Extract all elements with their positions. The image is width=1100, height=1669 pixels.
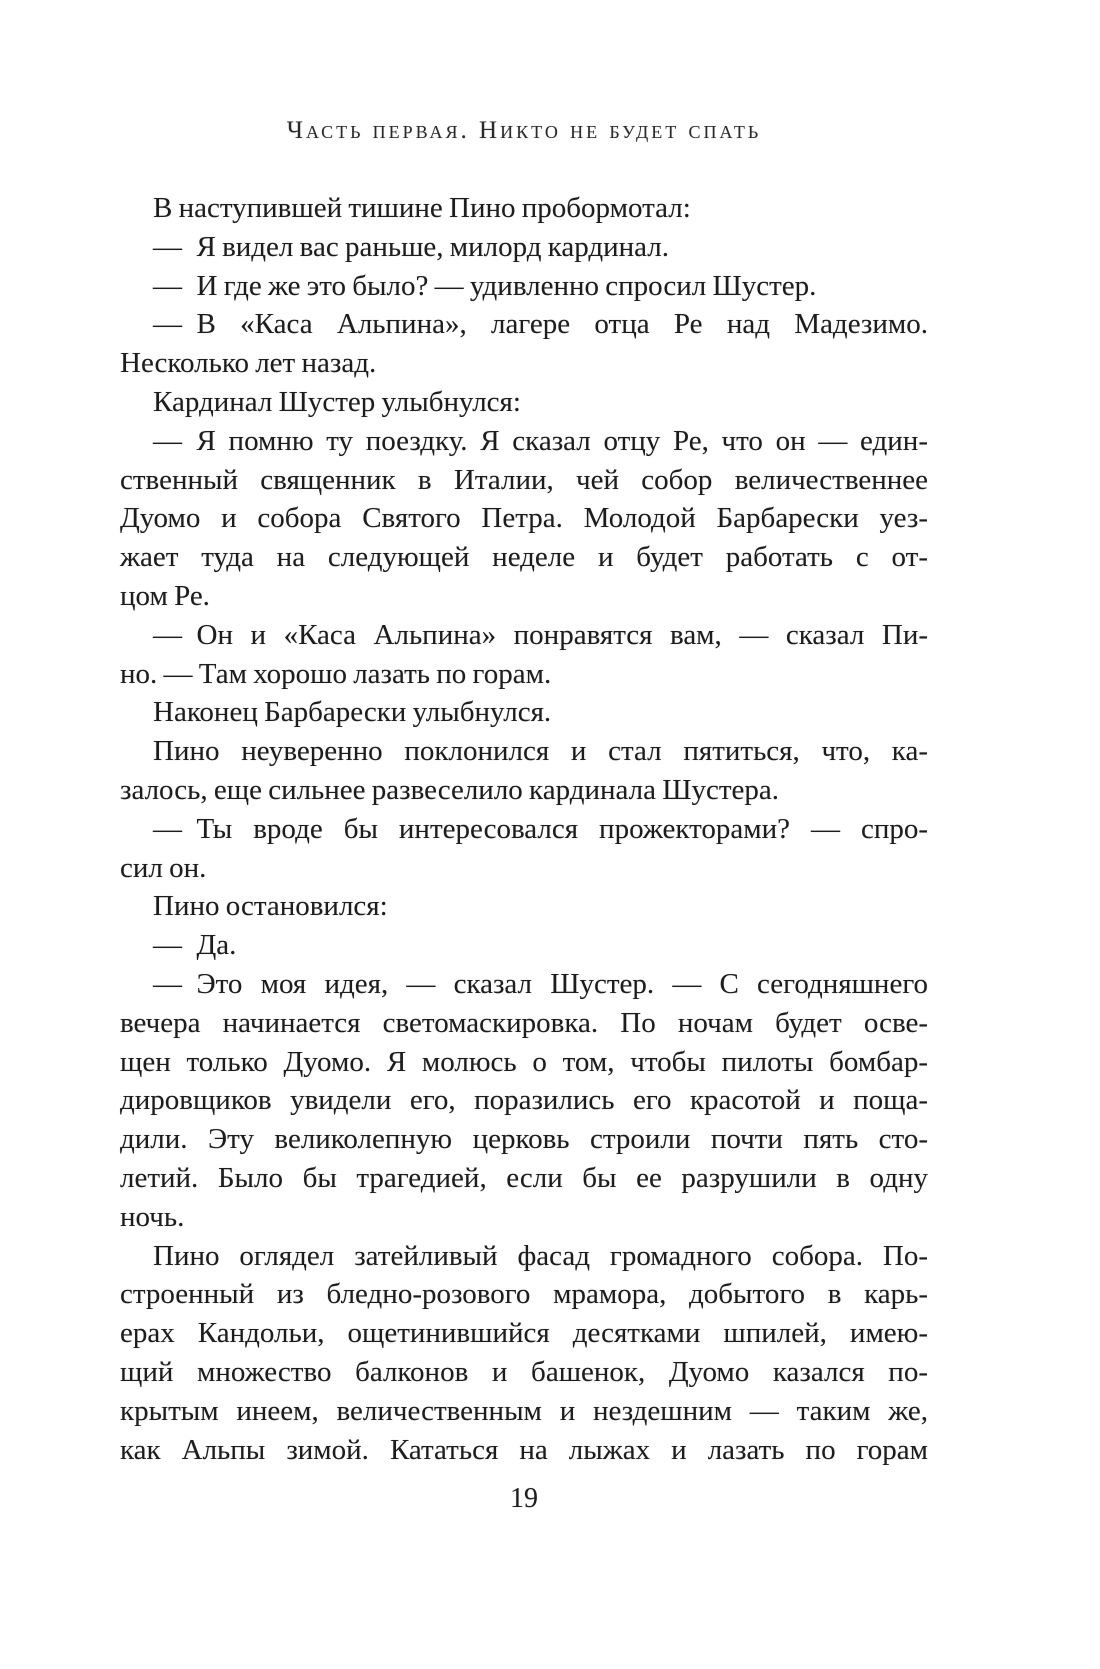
- text-line: как Альпы зимой. Кататься на лыжах и лазать по горам: [120, 1433, 928, 1466]
- text-line: В наступившей тишине Пино пробормотал:: [153, 192, 691, 224]
- text-line: ночь.: [120, 1200, 185, 1233]
- text-line: цом Ре.: [120, 579, 210, 612]
- text-line: Несколько лет назад.: [120, 347, 377, 380]
- text-line: но. — Там хорошо лазать по горам.: [120, 657, 552, 690]
- text-line: Дуомо и собора Святого Петра. Молодой Барбарески уез-: [120, 502, 928, 535]
- text-line: щий множество балконов и башенок, Дуомо казался по-: [120, 1355, 928, 1388]
- text-line: — В «Каса Альпина», лагере отца Ре над Мадезимо.: [153, 308, 928, 341]
- text-line: дили. Эту великолепную церковь строили почти пять сто-: [120, 1123, 928, 1156]
- running-header: Часть первая. Никто не будет спать: [286, 117, 762, 144]
- text-line: сил он.: [120, 851, 207, 884]
- text-line: — Он и «Каса Альпина» понравятся вам, — сказал Пи-: [153, 618, 928, 651]
- text-line: летий. Было бы трагедией, если бы ее разрушили в одну: [120, 1161, 928, 1194]
- text-line: крытым инеем, величественным и нездешним — таким же,: [120, 1394, 928, 1427]
- text-line: ственный священник в Италии, чей собор величественнее: [120, 463, 928, 496]
- text-line: строенный из бледно-розового мрамора, добытого в карь-: [120, 1278, 928, 1311]
- body-text: [120, 189, 928, 1469]
- text-line: щен только Дуомо. Я молюсь о том, чтобы пилоты бомбар-: [120, 1045, 928, 1078]
- text-line: залось, еще сильнее развеселило кардинала Шустера.: [120, 773, 779, 806]
- text-line: — Да.: [153, 929, 237, 962]
- text-line: Кардинал Шустер улыбнулся:: [153, 385, 521, 418]
- text-line: жает туда на следующей неделе и будет работать с от-: [120, 541, 928, 574]
- text-line: — Я видел вас раньше, милорд кардинал.: [153, 230, 670, 263]
- text-line: вечера начинается светомаскировка. По ночам будет осве-: [120, 1006, 928, 1039]
- text-line: — Это моя идея, — сказал Шустер. — С сегодняшнего: [153, 967, 928, 1000]
- text-line: — Я помню ту поездку. Я сказал отцу Ре, что он — един-: [153, 424, 928, 457]
- text-line: — И где же это было? — удивленно спросил Шустер.: [153, 269, 817, 302]
- text-line: Пино оглядел затейливый фасад громадного собора. По-: [153, 1239, 928, 1272]
- text-line: — Ты вроде бы интересовался прожекторами? — спро-: [153, 812, 928, 845]
- text-line: ерах Кандольи, ощетинившийся десятками шпилей, имею-: [120, 1317, 928, 1350]
- text-line: Пино неуверенно поклонился и стал пятиться, что, ка-: [153, 735, 928, 768]
- text-line: дировщиков увидели его, поразились его красотой и поща-: [120, 1084, 928, 1117]
- page-number: 19: [510, 1483, 538, 1514]
- text-line: Пино остановился:: [153, 890, 388, 923]
- text-line: Наконец Барбарески улыбнулся.: [153, 696, 552, 729]
